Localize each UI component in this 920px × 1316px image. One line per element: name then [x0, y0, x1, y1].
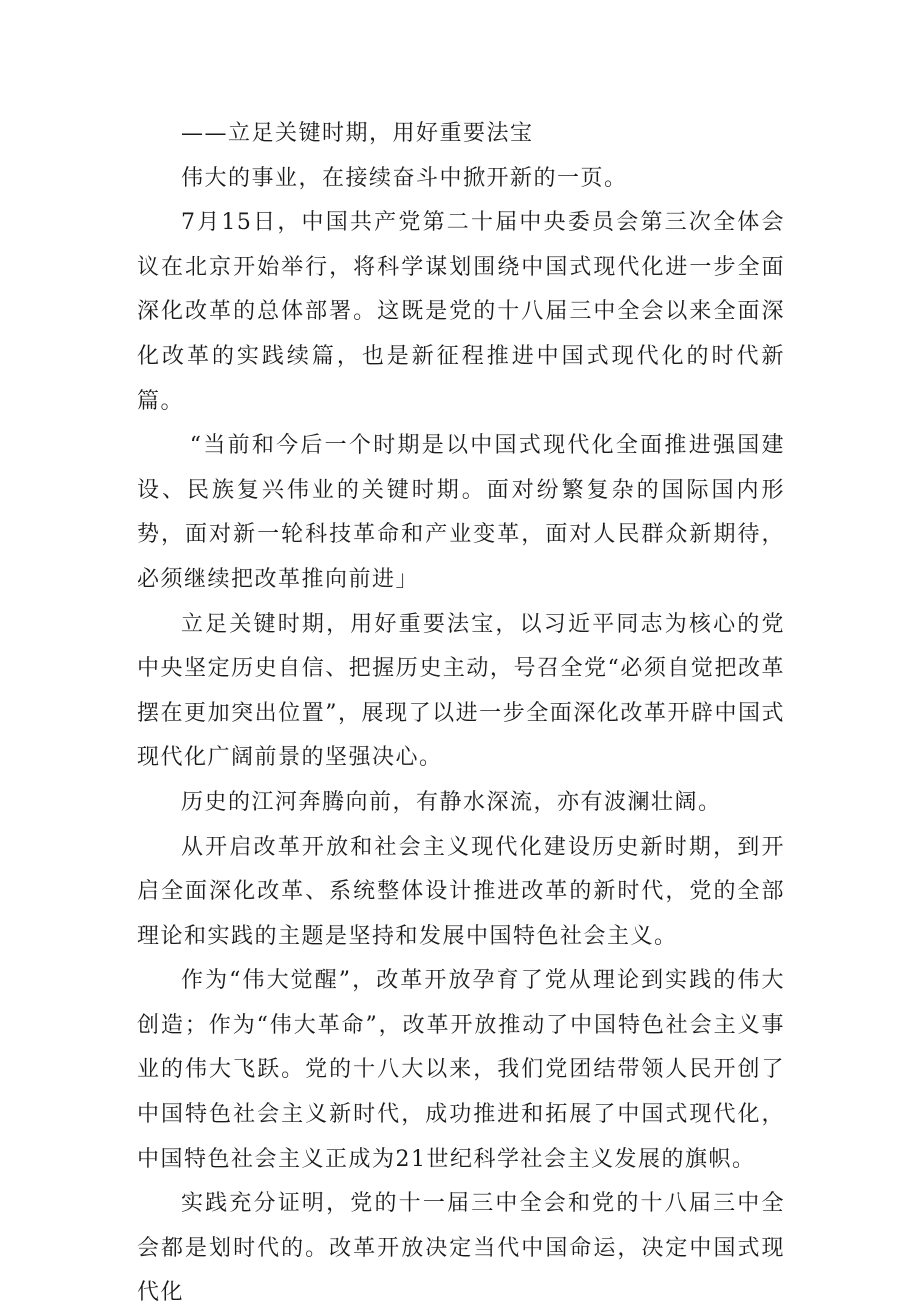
- paragraph-2: 7月15日，中国共产党第二十届中央委员会第三次全体会议在北京开始举行，将科学谋划围绕中国式现代化进一步全面深化改革的总体部署。这既是党的十八届三中全会以来全面深化改革的实践续篇，也是新征程推进中国式现代化的时代新篇。: [137, 210, 785, 414]
- paragraph-7: 作为“伟大觉醒”，改革开放孕育了党从理论到实践的伟大创造；作为“伟大革命”，改革开放推动了中国特色社会主义事业的伟大飞跃。党的十八大以来，我们党团结带领人民开创了中国特色社会主义新时代，成功推进和拓展了中国式现代化，中国特色社会主义正成为21世纪科学社会主义发展的旗帜。: [137, 968, 785, 1172]
- paragraph-5: 历史的江河奔腾向前，有静水深流，亦有波澜壮阔。: [181, 789, 722, 815]
- paragraph-4: 立足关键时期，用好重要法宝，以习近平同志为核心的党中央坚定历史自信、把握历史主动，号召全党“必须自觉把改革摆在更加突出位置”，展现了以进一步全面深化改革开辟中国式现代化广阔前景的坚强决心。: [137, 611, 785, 771]
- document-subtitle: ——立足关键时期，用好重要法宝: [181, 121, 534, 146]
- paragraph-quote: “当前和今后一个时期是以中国式现代化全面推进强国建设、民族复兴伟业的关键时期。面对纷繁复杂的国际国内形势，面对新一轮科技革命和产业变革，面对人民群众新期待，必须继续把改革推向前进」: [137, 433, 785, 592]
- paragraph-8: 实践充分证明，党的十一届三中全会和党的十八届三中全会都是划时代的。改革开放决定当代中国命运，决定中国式现代化: [137, 1191, 785, 1306]
- paragraph-6: 从开启改革开放和社会主义现代化建设历史新时期，到开启全面深化改革、系统整体设计推进改革的新时代，党的全部理论和实践的主题是坚持和发展中国特色社会主义。: [137, 834, 785, 949]
- paragraph-1: 伟大的事业，在接续奋斗中掀开新的一页。: [181, 165, 628, 191]
- document-body: [137, 112, 785, 1316]
